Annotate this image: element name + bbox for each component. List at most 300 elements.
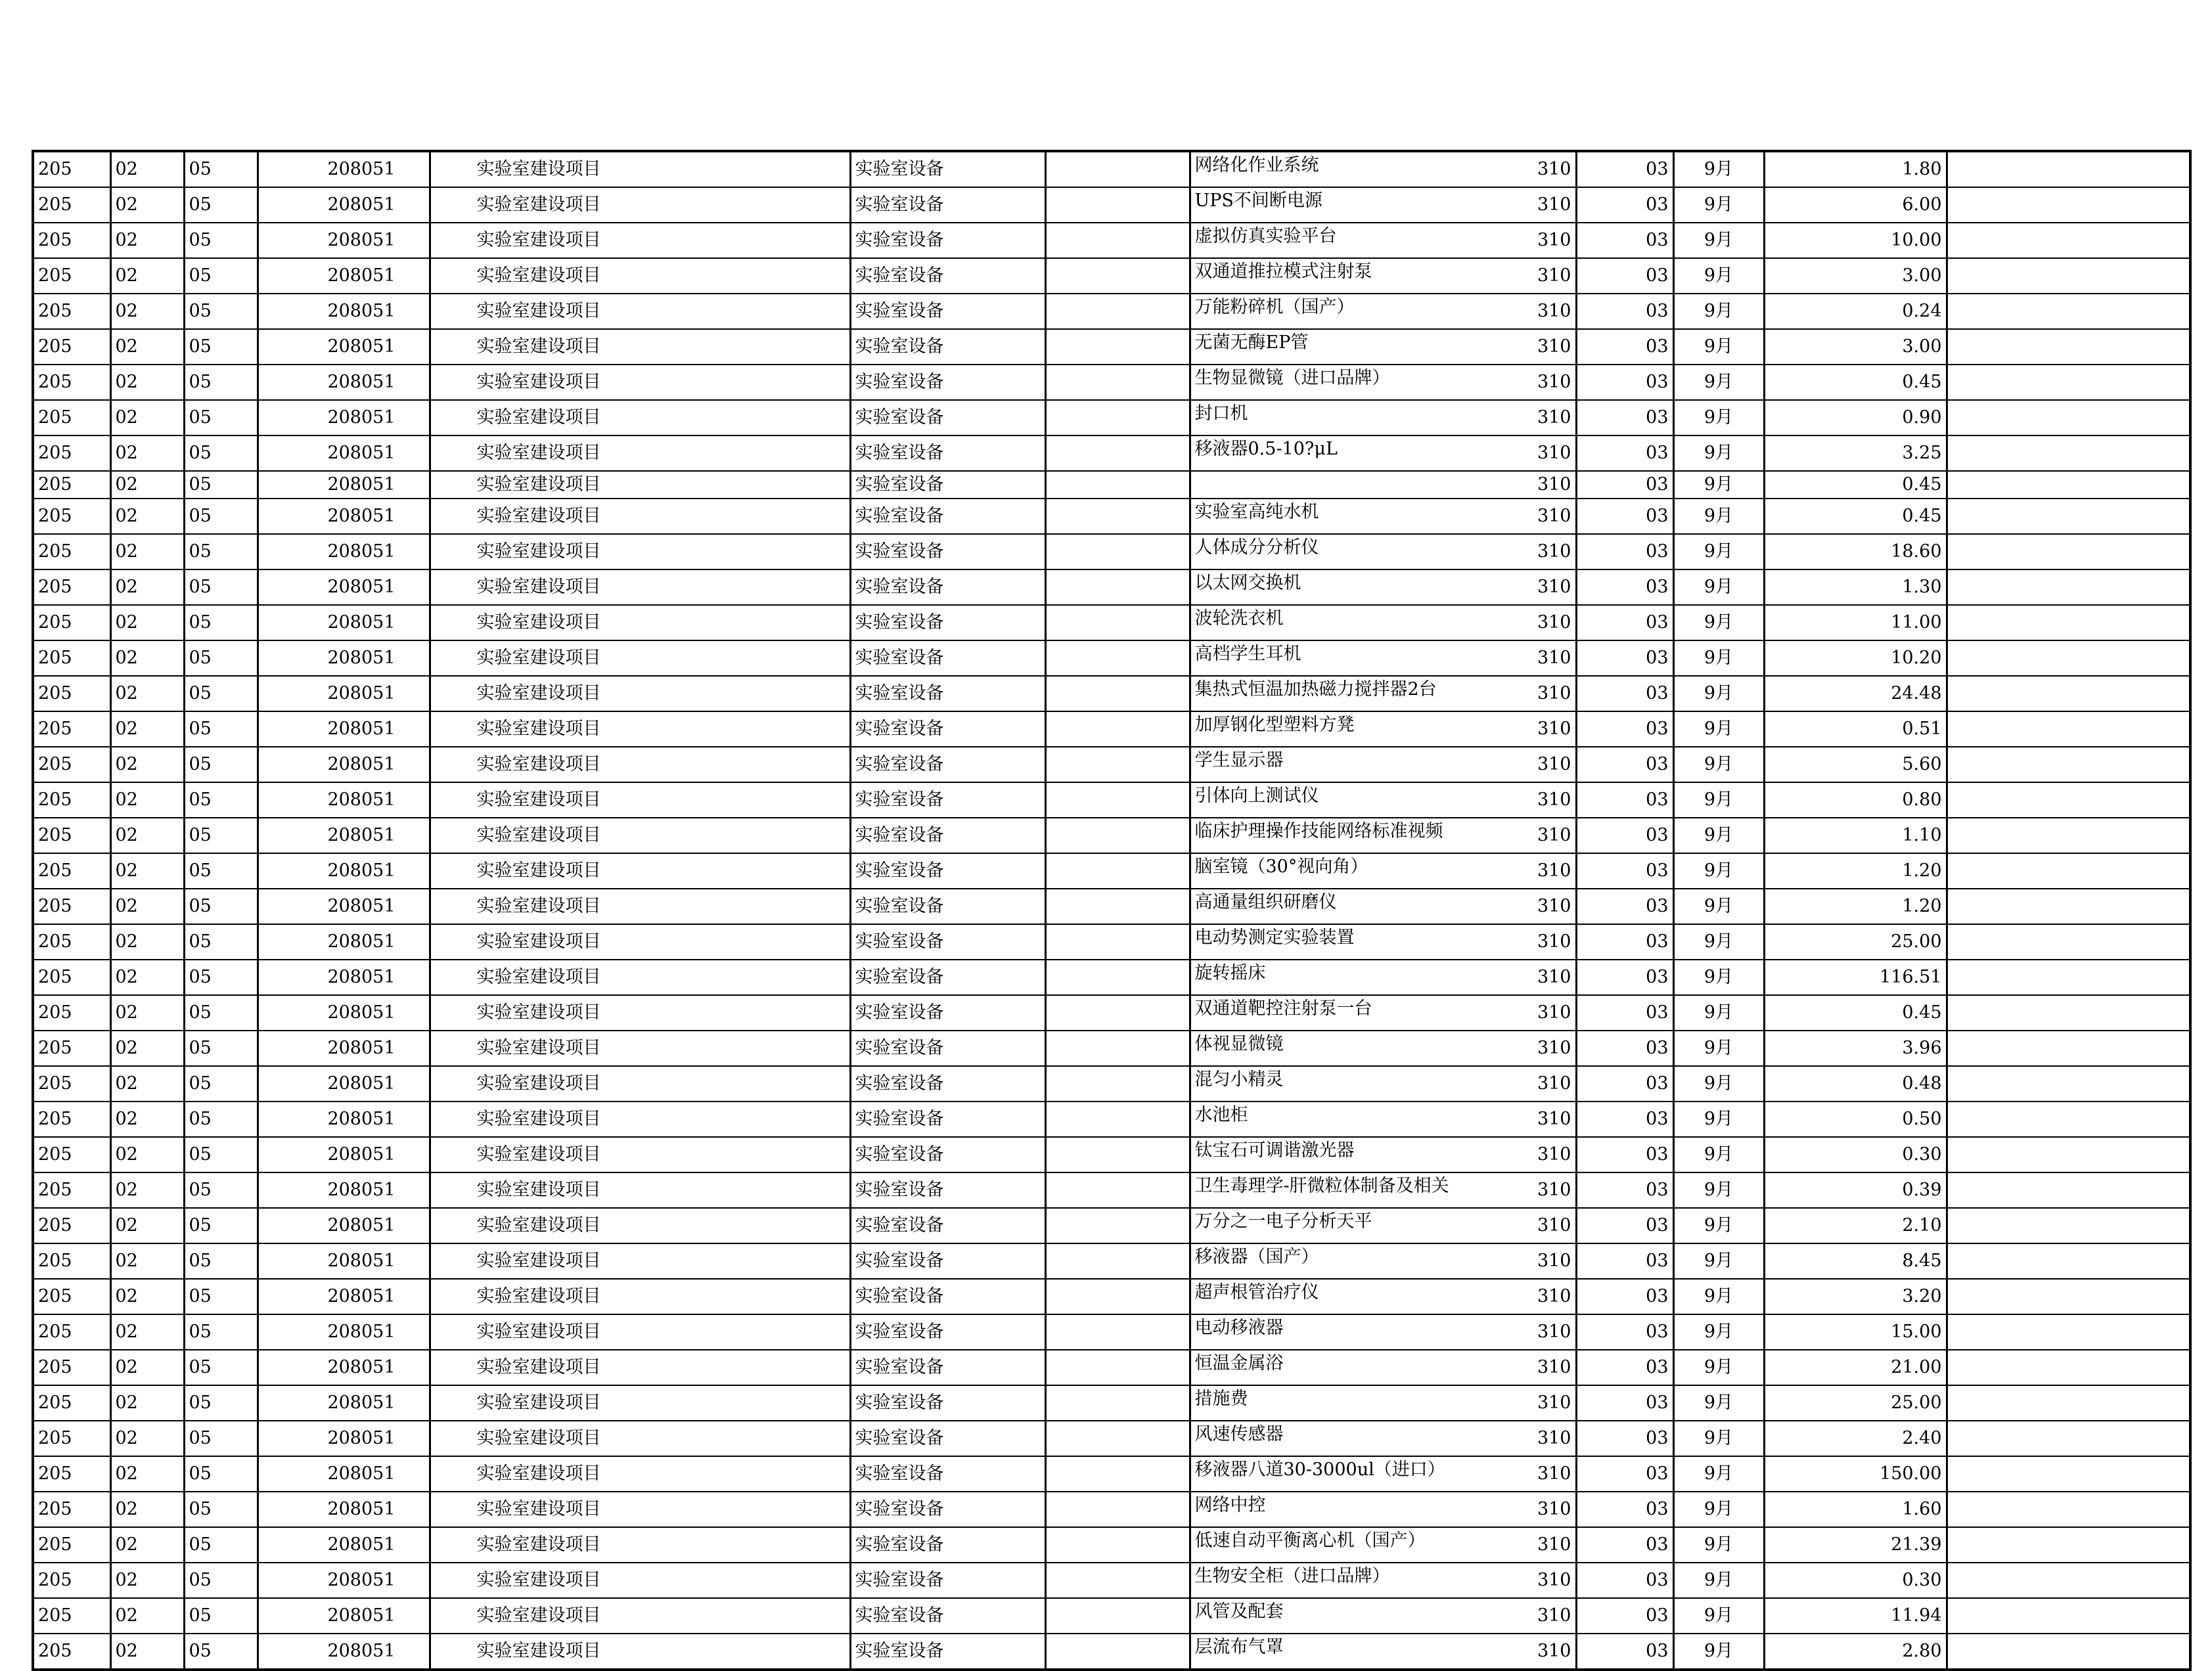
item-cell	[184, 605, 258, 640]
classification-text: 205	[38, 754, 72, 774]
month-cell	[1673, 1314, 1764, 1350]
econ-class-text: 310	[1537, 159, 1571, 179]
econ-item-cell	[1576, 818, 1673, 853]
item-cell	[184, 1243, 258, 1279]
month-text: 9月	[1704, 1073, 1734, 1094]
econ-item-cell	[1576, 1350, 1673, 1385]
amount-text: 25.00	[1891, 1392, 1942, 1413]
project-cell	[430, 1279, 850, 1314]
econ-item-text: 03	[1646, 1428, 1669, 1448]
function-code-text: 208051	[327, 301, 395, 321]
classification-cell	[33, 960, 110, 995]
econ-class-text: 310	[1537, 577, 1571, 597]
sub-class-cell	[110, 435, 184, 471]
blank-cell	[1045, 1350, 1190, 1385]
equipment-name-cell	[1190, 499, 1479, 534]
category-text: 实验室设备	[855, 860, 944, 881]
table-row	[33, 151, 2190, 187]
sub-class-text: 02	[115, 1534, 138, 1555]
category-cell	[850, 1066, 1045, 1102]
function-code-text: 208051	[327, 194, 395, 215]
econ-class-text: 310	[1537, 967, 1571, 987]
classification-text: 205	[38, 896, 72, 916]
item-cell	[184, 924, 258, 960]
month-text: 9月	[1704, 301, 1734, 321]
note-cell	[1947, 1421, 2190, 1456]
econ-class-cell	[1479, 853, 1576, 889]
amount-text: 3.20	[1902, 1286, 1942, 1306]
econ-class-text: 310	[1537, 754, 1571, 774]
equipment-name-text: 移液器（国产）	[1194, 1247, 1319, 1267]
month-cell	[1673, 782, 1764, 818]
month-cell	[1673, 1492, 1764, 1527]
classification-cell	[33, 1279, 110, 1314]
classification-text: 205	[38, 230, 72, 250]
amount-text: 0.24	[1902, 301, 1942, 321]
category-text: 实验室设备	[855, 1251, 944, 1271]
classification-cell	[33, 223, 110, 258]
function-code-cell	[258, 747, 430, 782]
function-code-cell	[258, 605, 430, 640]
item-cell	[184, 1279, 258, 1314]
equipment-name-text: 移液器八道30-3000ul（进口）	[1194, 1459, 1445, 1480]
project-cell	[430, 1385, 850, 1421]
amount-text: 18.60	[1891, 541, 1942, 562]
econ-class-cell	[1479, 187, 1576, 223]
function-code-text: 208051	[327, 1002, 395, 1023]
equipment-name-text: 网络中控	[1194, 1495, 1266, 1515]
econ-item-cell	[1576, 1527, 1673, 1563]
month-cell	[1673, 889, 1764, 924]
function-code-text: 208051	[327, 931, 395, 952]
sub-class-cell	[110, 676, 184, 711]
amount-cell	[1764, 1634, 1947, 1670]
amount-cell	[1764, 1279, 1947, 1314]
project-text: 实验室建设项目	[476, 230, 601, 250]
classification-text: 205	[38, 1038, 72, 1058]
project-cell	[430, 640, 850, 676]
equipment-name-text: 加厚钢化型塑料方凳	[1194, 715, 1355, 735]
category-cell	[850, 1563, 1045, 1598]
category-text: 实验室设备	[855, 194, 944, 215]
blank-cell	[1045, 853, 1190, 889]
classification-cell	[33, 187, 110, 223]
classification-text: 205	[38, 931, 72, 952]
econ-class-cell	[1479, 818, 1576, 853]
item-text: 05	[189, 1251, 212, 1271]
equipment-name-cell	[1190, 782, 1479, 818]
project-text: 实验室建设项目	[476, 612, 601, 633]
category-cell	[850, 258, 1045, 294]
project-text: 实验室建设项目	[476, 265, 601, 286]
function-code-text: 208051	[327, 648, 395, 668]
function-code-cell	[258, 924, 430, 960]
econ-item-text: 03	[1646, 1002, 1669, 1023]
category-text: 实验室设备	[855, 159, 944, 179]
sub-class-text: 02	[115, 825, 138, 845]
sub-class-cell	[110, 960, 184, 995]
amount-text: 0.45	[1902, 474, 1942, 495]
econ-class-text: 310	[1537, 1286, 1571, 1306]
month-cell	[1673, 1208, 1764, 1243]
sub-class-cell	[110, 1385, 184, 1421]
category-text: 实验室设备	[855, 1038, 944, 1058]
econ-class-text: 310	[1537, 1428, 1571, 1448]
sub-class-cell	[110, 1634, 184, 1670]
table-row	[33, 1492, 2190, 1527]
month-text: 9月	[1704, 407, 1734, 428]
econ-class-text: 310	[1537, 719, 1571, 739]
sub-class-text: 02	[115, 1073, 138, 1094]
note-cell	[1947, 853, 2190, 889]
category-cell	[850, 400, 1045, 435]
month-text: 9月	[1704, 443, 1734, 463]
month-cell	[1673, 151, 1764, 187]
amount-cell	[1764, 1314, 1947, 1350]
equipment-name-cell	[1190, 1243, 1479, 1279]
month-text: 9月	[1704, 896, 1734, 916]
econ-class-cell	[1479, 1421, 1576, 1456]
classification-text: 205	[38, 1322, 72, 1342]
category-cell	[850, 1137, 1045, 1172]
econ-item-cell	[1576, 187, 1673, 223]
category-cell	[850, 435, 1045, 471]
classification-text: 205	[38, 1144, 72, 1165]
project-cell	[430, 365, 850, 400]
blank-cell	[1045, 258, 1190, 294]
classification-text: 205	[38, 683, 72, 703]
project-cell	[430, 676, 850, 711]
project-text: 实验室建设项目	[476, 1286, 601, 1306]
month-cell	[1673, 1385, 1764, 1421]
note-cell	[1947, 151, 2190, 187]
note-cell	[1947, 569, 2190, 605]
equipment-name-cell	[1190, 1066, 1479, 1102]
econ-item-text: 03	[1646, 506, 1669, 526]
econ-class-text: 310	[1537, 194, 1571, 215]
table-row	[33, 640, 2190, 676]
blank-cell	[1045, 223, 1190, 258]
project-cell	[430, 1314, 850, 1350]
econ-item-cell	[1576, 782, 1673, 818]
classification-cell	[33, 569, 110, 605]
amount-text: 0.90	[1902, 407, 1942, 428]
econ-class-text: 310	[1537, 1038, 1571, 1058]
econ-item-cell	[1576, 435, 1673, 471]
classification-text: 205	[38, 443, 72, 463]
month-text: 9月	[1704, 648, 1734, 668]
item-text: 05	[189, 1286, 212, 1306]
econ-item-text: 03	[1646, 336, 1669, 357]
item-cell	[184, 1314, 258, 1350]
amount-text: 8.45	[1902, 1251, 1942, 1271]
econ-class-cell	[1479, 1066, 1576, 1102]
sub-class-cell	[110, 1137, 184, 1172]
function-code-cell	[258, 1243, 430, 1279]
equipment-name-text: 水池柜	[1194, 1105, 1248, 1125]
amount-cell	[1764, 329, 1947, 365]
sub-class-cell	[110, 1102, 184, 1137]
econ-class-cell	[1479, 258, 1576, 294]
note-cell	[1947, 1208, 2190, 1243]
equipment-name-cell	[1190, 1031, 1479, 1066]
month-cell	[1673, 747, 1764, 782]
equipment-name-cell	[1190, 435, 1479, 471]
equipment-name-cell	[1190, 1279, 1479, 1314]
month-text: 9月	[1704, 1215, 1734, 1236]
classification-text: 205	[38, 159, 72, 179]
category-text: 实验室设备	[855, 230, 944, 250]
classification-text: 205	[38, 860, 72, 881]
econ-item-text: 03	[1646, 1605, 1669, 1626]
sub-class-cell	[110, 471, 184, 499]
month-cell	[1673, 471, 1764, 499]
classification-cell	[33, 1031, 110, 1066]
item-text: 05	[189, 1144, 212, 1165]
month-text: 9月	[1704, 931, 1734, 952]
equipment-name-text: 脑室镜（30°视向角）	[1194, 857, 1368, 877]
table-row	[33, 1527, 2190, 1563]
blank-cell	[1045, 534, 1190, 569]
amount-cell	[1764, 1385, 1947, 1421]
equipment-name-text: 层流布气罩	[1194, 1637, 1284, 1657]
item-text: 05	[189, 825, 212, 845]
project-cell	[430, 747, 850, 782]
function-code-text: 208051	[327, 896, 395, 916]
equipment-name-text: 卫生毒理学-肝微粒体制备及相关	[1194, 1176, 1449, 1196]
table-row	[33, 258, 2190, 294]
item-cell	[184, 640, 258, 676]
table-row	[33, 747, 2190, 782]
equipment-name-cell	[1190, 676, 1479, 711]
month-cell	[1673, 187, 1764, 223]
table-row	[33, 365, 2190, 400]
econ-item-cell	[1576, 1385, 1673, 1421]
equipment-name-text: 双通道靶控注射泵一台	[1194, 998, 1372, 1019]
classification-cell	[33, 1172, 110, 1208]
equipment-name-text: 混匀小精灵	[1194, 1069, 1284, 1090]
category-cell	[850, 889, 1045, 924]
sub-class-text: 02	[115, 1641, 138, 1661]
sub-class-text: 02	[115, 577, 138, 597]
equipment-name-cell	[1190, 534, 1479, 569]
project-text: 实验室建设项目	[476, 194, 601, 215]
equipment-name-cell	[1190, 924, 1479, 960]
function-code-text: 208051	[327, 265, 395, 286]
econ-item-cell	[1576, 365, 1673, 400]
sub-class-cell	[110, 1350, 184, 1385]
category-text: 实验室设备	[855, 1534, 944, 1555]
classification-cell	[33, 1634, 110, 1670]
project-text: 实验室建设项目	[476, 1499, 601, 1519]
econ-item-cell	[1576, 1279, 1673, 1314]
econ-item-cell	[1576, 1243, 1673, 1279]
amount-cell	[1764, 1527, 1947, 1563]
econ-item-text: 03	[1646, 967, 1669, 987]
item-text: 05	[189, 1499, 212, 1519]
amount-cell	[1764, 1066, 1947, 1102]
sub-class-cell	[110, 499, 184, 534]
equipment-name-text: 万分之一电子分析天平	[1194, 1211, 1372, 1232]
amount-cell	[1764, 711, 1947, 747]
amount-cell	[1764, 960, 1947, 995]
item-text: 05	[189, 967, 212, 987]
econ-class-text: 310	[1537, 790, 1571, 810]
project-cell	[430, 1563, 850, 1598]
econ-item-cell	[1576, 711, 1673, 747]
item-text: 05	[189, 1641, 212, 1661]
category-text: 实验室设备	[855, 1002, 944, 1023]
function-code-cell	[258, 640, 430, 676]
classification-cell	[33, 1563, 110, 1598]
project-text: 实验室建设项目	[476, 1073, 601, 1094]
amount-cell	[1764, 1031, 1947, 1066]
sub-class-text: 02	[115, 1322, 138, 1342]
function-code-text: 208051	[327, 1073, 395, 1094]
project-cell	[430, 187, 850, 223]
amount-cell	[1764, 151, 1947, 187]
project-text: 实验室建设项目	[476, 1109, 601, 1129]
econ-class-cell	[1479, 676, 1576, 711]
equipment-name-text: 钛宝石可调谐激光器	[1194, 1140, 1355, 1161]
amount-cell	[1764, 223, 1947, 258]
table-row	[33, 960, 2190, 995]
amount-cell	[1764, 853, 1947, 889]
amount-cell	[1764, 889, 1947, 924]
econ-item-text: 03	[1646, 1073, 1669, 1094]
category-cell	[850, 1208, 1045, 1243]
equipment-name-text: 集热式恒温加热磁力搅拌器2台	[1194, 679, 1437, 700]
econ-class-cell	[1479, 1243, 1576, 1279]
project-cell	[430, 818, 850, 853]
econ-item-cell	[1576, 1172, 1673, 1208]
category-cell	[850, 1385, 1045, 1421]
note-cell	[1947, 1350, 2190, 1385]
equipment-name-text: 无菌无酶EP管	[1194, 332, 1309, 353]
item-cell	[184, 1066, 258, 1102]
amount-text: 1.20	[1902, 896, 1942, 916]
item-cell	[184, 1598, 258, 1634]
blank-cell	[1045, 329, 1190, 365]
sub-class-text: 02	[115, 754, 138, 774]
classification-cell	[33, 151, 110, 187]
classification-cell	[33, 747, 110, 782]
category-text: 实验室设备	[855, 1428, 944, 1448]
sub-class-text: 02	[115, 1357, 138, 1377]
item-cell	[184, 329, 258, 365]
category-text: 实验室设备	[855, 506, 944, 526]
function-code-text: 208051	[327, 1144, 395, 1165]
project-cell	[430, 1634, 850, 1670]
category-text: 实验室设备	[855, 1499, 944, 1519]
classification-text: 205	[38, 612, 72, 633]
classification-text: 205	[38, 1251, 72, 1271]
econ-item-text: 03	[1646, 1180, 1669, 1200]
table-row	[33, 1385, 2190, 1421]
project-cell	[430, 1350, 850, 1385]
equipment-name-text: 万能粉碎机（国产）	[1194, 297, 1355, 317]
function-code-text: 208051	[327, 1463, 395, 1484]
sub-class-cell	[110, 1208, 184, 1243]
category-cell	[850, 365, 1045, 400]
item-cell	[184, 187, 258, 223]
note-cell	[1947, 329, 2190, 365]
category-text: 实验室设备	[855, 1109, 944, 1129]
table-row	[33, 1563, 2190, 1598]
econ-class-text: 310	[1537, 372, 1571, 392]
month-cell	[1673, 435, 1764, 471]
econ-item-text: 03	[1646, 577, 1669, 597]
econ-class-text: 310	[1537, 1180, 1571, 1200]
category-cell	[850, 1243, 1045, 1279]
econ-class-cell	[1479, 711, 1576, 747]
month-text: 9月	[1704, 1392, 1734, 1413]
econ-class-cell	[1479, 782, 1576, 818]
month-text: 9月	[1704, 860, 1734, 881]
classification-cell	[33, 1243, 110, 1279]
project-cell	[430, 471, 850, 499]
econ-class-text: 310	[1537, 230, 1571, 250]
econ-item-text: 03	[1646, 1286, 1669, 1306]
item-cell	[184, 569, 258, 605]
econ-item-cell	[1576, 995, 1673, 1031]
project-text: 实验室建设项目	[476, 1534, 601, 1555]
item-text: 05	[189, 194, 212, 215]
econ-class-cell	[1479, 223, 1576, 258]
amount-text: 1.80	[1902, 159, 1942, 179]
table-row	[33, 818, 2190, 853]
equipment-name-text: 引体向上测试仪	[1194, 786, 1319, 806]
table-row	[33, 1598, 2190, 1634]
note-cell	[1947, 640, 2190, 676]
function-code-cell	[258, 853, 430, 889]
classification-text: 205	[38, 1570, 72, 1590]
sub-class-cell	[110, 1314, 184, 1350]
equipment-name-cell	[1190, 1456, 1479, 1492]
note-cell	[1947, 187, 2190, 223]
econ-class-text: 310	[1537, 1463, 1571, 1484]
classification-text: 205	[38, 194, 72, 215]
sub-class-cell	[110, 924, 184, 960]
project-cell	[430, 435, 850, 471]
note-cell	[1947, 1066, 2190, 1102]
month-cell	[1673, 1350, 1764, 1385]
econ-item-text: 03	[1646, 790, 1669, 810]
sub-class-cell	[110, 1421, 184, 1456]
blank-cell	[1045, 1456, 1190, 1492]
classification-text: 205	[38, 1357, 72, 1377]
econ-class-cell	[1479, 1350, 1576, 1385]
category-text: 实验室设备	[855, 1144, 944, 1165]
function-code-text: 208051	[327, 506, 395, 526]
item-text: 05	[189, 860, 212, 881]
econ-item-cell	[1576, 329, 1673, 365]
project-text: 实验室建设项目	[476, 301, 601, 321]
sub-class-text: 02	[115, 1109, 138, 1129]
item-text: 05	[189, 159, 212, 179]
item-cell	[184, 1421, 258, 1456]
econ-class-text: 310	[1537, 1109, 1571, 1129]
category-cell	[850, 995, 1045, 1031]
equipment-name-text: 高档学生耳机	[1194, 644, 1301, 664]
item-text: 05	[189, 1570, 212, 1590]
function-code-cell	[258, 1456, 430, 1492]
category-text: 实验室设备	[855, 443, 944, 463]
econ-item-text: 03	[1646, 265, 1669, 286]
function-code-cell	[258, 1598, 430, 1634]
classification-cell	[33, 1598, 110, 1634]
blank-cell	[1045, 400, 1190, 435]
